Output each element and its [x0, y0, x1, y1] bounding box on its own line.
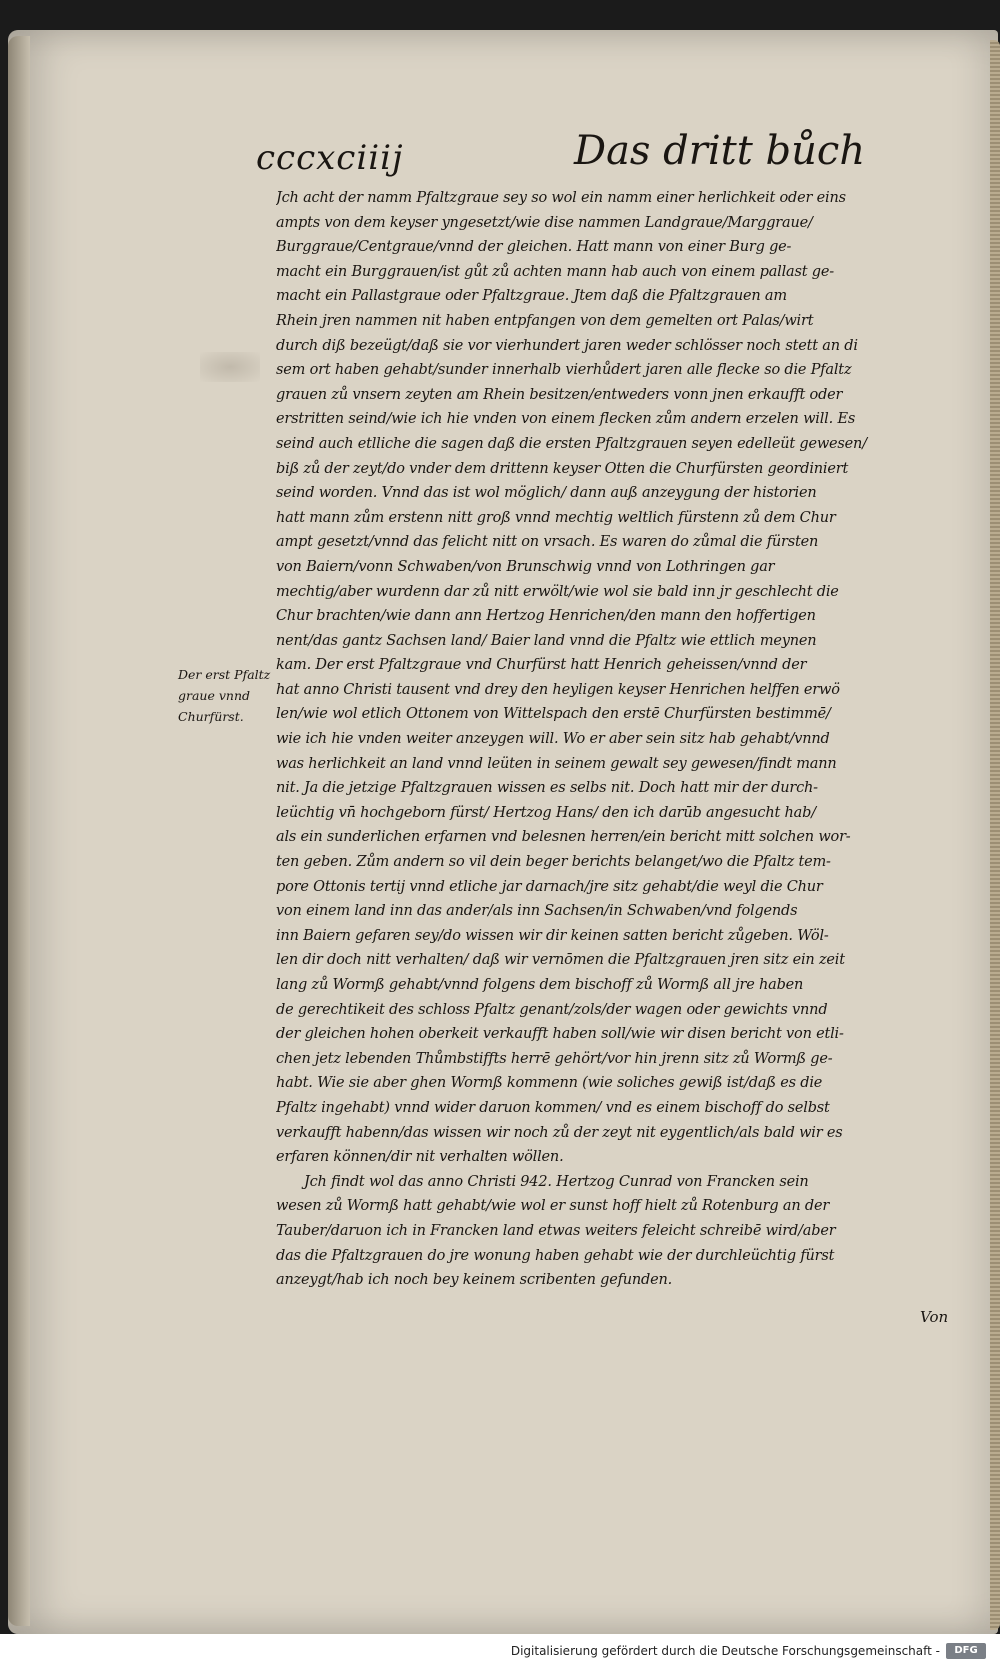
- marginal-line: Der erst Pfaltz: [178, 667, 271, 682]
- text-line: Rhein jren nammen nit haben entpfangen von dem gemelten ort Palas/wirt: [276, 312, 814, 329]
- text-line: nit. Ja die jetzige Pfaltzgrauen wissen es selbs nit. Doch hatt mir der durch-: [276, 780, 818, 797]
- text-line: was herlichkeit an land vnnd leüten in seinem gewalt sey gewesen/findt mann: [276, 755, 837, 772]
- running-title: Das dritt bůch: [574, 128, 866, 174]
- text-line: durch diß bezeügt/daß sie vor vierhundert jaren weder schlösser noch stett an di: [276, 337, 858, 354]
- marginal-line: graue vnnd: [178, 688, 251, 703]
- catchword: Von: [920, 1308, 949, 1326]
- text-line: anzeygt/hab ich noch bey keinem scribenten gefunden.: [276, 1272, 673, 1289]
- text-line: sem ort haben gehabt/sunder innerhalb vierhůdert jaren alle flecke so die Pfaltz: [276, 362, 852, 379]
- text-line: inn Baiern gefaren sey/do wissen wir dir keinen satten bericht zůgeben. Wöl-: [276, 927, 829, 944]
- text-line: seind auch etlliche die sagen daß die ersten Pfaltzgrauen seyen edelleüt gewesen/: [276, 435, 867, 452]
- text-line: Jch acht der namm Pfaltzgraue sey so wol ein namm einer herlichkeit oder eins: [276, 190, 846, 206]
- text-line: leüchtig vn̄ hochgeborn fürst/ Hertzog Hans/ den ich darūb angesucht hab/: [276, 804, 816, 821]
- ink-bleed: [200, 352, 260, 382]
- text-line: len dir doch nitt verhalten/ daß wir vernōmen die Pfaltzgrauen jren sitz ein zeit: [276, 952, 845, 969]
- text-line: hat anno Christi tausent vnd drey den heyligen keyser Henrichen helffen erwö: [276, 681, 840, 698]
- footer-credit: Digitalisierung gefördert durch die Deutsche Forschungsgemeinschaft -: [510, 1644, 940, 1658]
- text-line: macht ein Burggrauen/ist gůt zů achten mann hab auch von einem pallast ge-: [276, 263, 834, 280]
- text-line: Pfaltz ingehabt) vnnd wider daruon kommen/ vnd es einem bischoff do selbst: [276, 1099, 830, 1116]
- text-line: Burggraue/Centgraue/vnnd der gleichen. Hatt mann von einer Burg ge-: [276, 239, 792, 256]
- text-line: de gerechtikeit des schloss Pfaltz genant/zols/der wagen oder gewichts vnnd: [276, 1001, 828, 1018]
- text-line: kam. Der erst Pfaltzgraue vnd Churfürst hatt Henrich geheissen/vnnd der: [276, 657, 807, 674]
- footer-bar: [0, 1634, 1000, 1670]
- text-line: chen jetz lebenden Thůmbstiffts herrē gehört/vor hin jrenn sitz zů Wormß ge-: [276, 1050, 833, 1067]
- text-line: ampts von dem keyser yngesetzt/wie dise nammen Landgraue/Marggraue/: [276, 214, 813, 231]
- text-line: wesen zů Wormß hatt gehabt/wie wol er sunst hoff hielt zů Rotenburg an der: [276, 1198, 830, 1215]
- text-line: erstritten seind/wie ich hie vnden von einem flecken zům andern erzelen will. Es: [276, 411, 856, 428]
- text-line: als ein sunderlichen erfarnen vnd belesnen herren/ein bericht mitt solchen wor-: [276, 829, 851, 846]
- text-line: von einem land inn das ander/als inn Sachsen/in Schwaben/vnd folgends: [276, 903, 798, 920]
- text-line: lang zů Wormß gehabt/vnnd folgens dem bischoff zů Wormß all jre haben: [276, 977, 804, 993]
- text-line: seind worden. Vnnd das ist wol möglich/ dann auß anzeygung der historien: [276, 485, 817, 502]
- text-line: Jch findt wol das anno Christi 942. Hertzog Cunrad von Francken sein: [304, 1173, 809, 1190]
- text-line: nent/das gantz Sachsen land/ Baier land vnnd die Pfaltz wie ettlich meynen: [276, 632, 817, 649]
- text-line: ampt gesetzt/vnnd das felicht nitt on vrsach. Es waren do zůmal die fürsten: [276, 534, 819, 551]
- text-line: von Baiern/vonn Schwaben/von Brunschwig vnnd von Lothringen gar: [276, 558, 775, 575]
- text-line: habt. Wie sie aber ghen Wormß kommenn (wie soliches gewiß ist/daß es die: [276, 1075, 823, 1092]
- text-line: Chur brachten/wie dann ann Hertzog Henrichen/den mann den hoffertigen: [276, 608, 816, 625]
- text-line: wie ich hie vnden weiter anzeygen will. Wo er aber sein sitz hab gehabt/vnnd: [276, 731, 830, 748]
- text-line: ten geben. Zům andern so vil dein beger berichts belanget/wo die Pfaltz tem-: [276, 854, 831, 871]
- text-line: macht ein Pallastgraue oder Pfaltzgraue. Jtem daß die Pfaltzgrauen am: [276, 288, 787, 305]
- folio-number: cccxciiij: [256, 138, 404, 178]
- marginal-line: Churfürst.: [178, 709, 244, 724]
- text-line: hatt mann zům erstenn nitt groß vnnd mechtig weltlich fürstenn zů dem Chur: [276, 509, 836, 526]
- text-line: pore Ottonis tertij vnnd etliche jar darnach/jre sitz gehabt/die weyl die Chur: [276, 878, 823, 895]
- text-line: erfaren können/dir nit verhalten wöllen.: [276, 1149, 564, 1166]
- page-edge: [990, 40, 1000, 1630]
- text-line: mechtig/aber wurdenn dar zů nitt erwölt/wie wol sie bald inn jr geschlecht die: [276, 583, 839, 600]
- text-line: len/wie wol etlich Ottonem von Wittelspach den erstē Churfürsten bestimmē/: [276, 706, 831, 723]
- body-text: [276, 186, 964, 1293]
- marginal-note: [178, 664, 274, 727]
- text-line: biß zů der zeyt/do vnder dem drittenn keyser Otten die Churfürsten geordiniert: [276, 460, 849, 477]
- dfg-logo: DFG: [946, 1643, 986, 1659]
- text-line: verkaufft habenn/das wissen wir noch zů der zeyt nit eygentlich/als bald wir es: [276, 1124, 843, 1141]
- text-line: grauen zů vnsern zeyten am Rhein besitzen/entweders vonn jnen erkaufft oder: [276, 386, 843, 403]
- text-line: der gleichen hohen oberkeit verkaufft haben soll/wie wir disen bericht von etli-: [276, 1026, 844, 1043]
- binding-shadow: [8, 36, 30, 1626]
- text-line: Tauber/daruon ich in Francken land etwas weiters feleicht schreibē wird/aber: [276, 1222, 836, 1239]
- text-line: das die Pfaltzgrauen do jre wonung haben gehabt wie der durchleüchtig fürst: [276, 1247, 835, 1264]
